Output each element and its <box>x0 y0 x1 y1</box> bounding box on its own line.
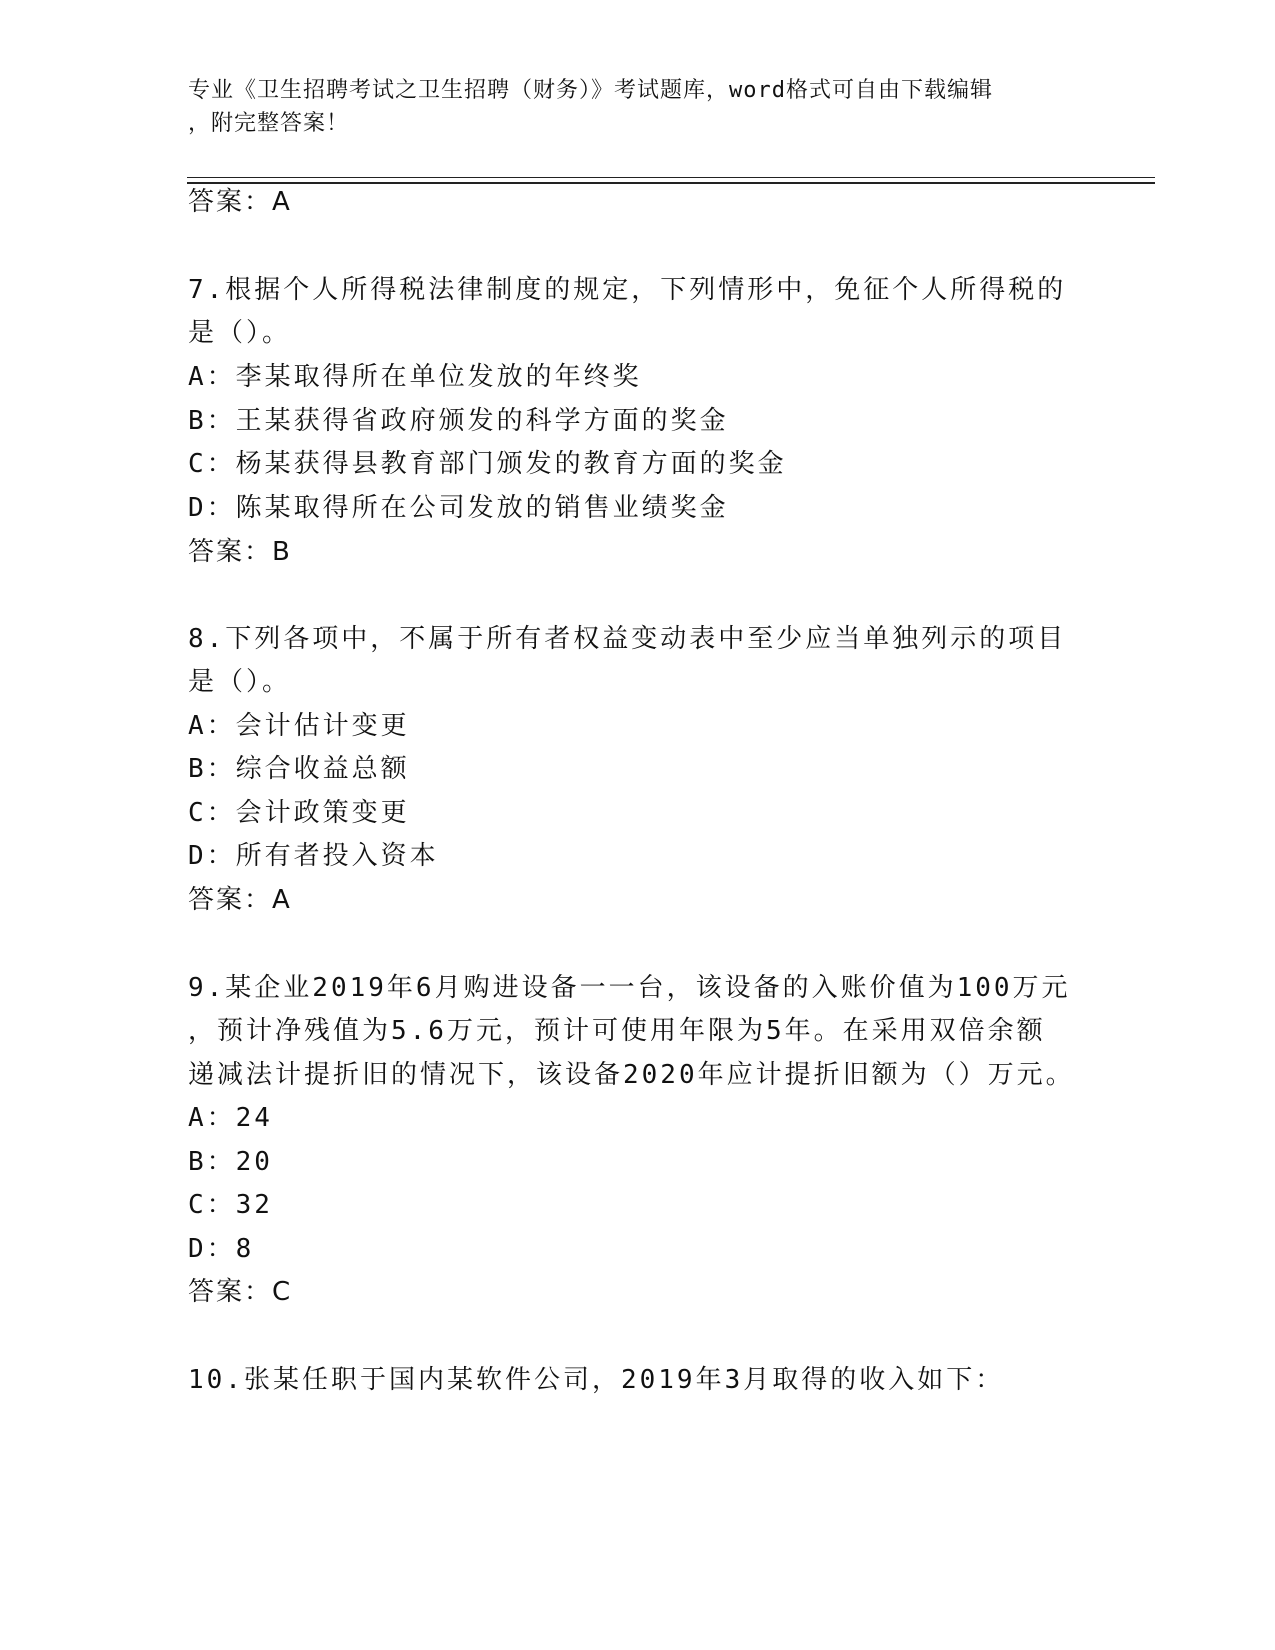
q7-stem-line-2: 是（）。 <box>188 318 292 348</box>
q8-stem-line-1: 8.下列各项中，不属于所有者权益变动表中至少应当单独列示的项目 <box>188 624 1067 654</box>
q9-stem-line-2: ，预计净残值为5.6万元，预计可使用年限为5年。在采用双倍余额 <box>188 1016 1046 1046</box>
document-header <box>188 74 1088 140</box>
q7-answer: 答案：B <box>188 537 292 567</box>
q8-option-b: B：综合收益总额 <box>188 754 410 784</box>
header-divider-thin <box>187 177 1155 178</box>
q8-option-d: D：所有者投入资本 <box>188 841 439 871</box>
q10-stem-line-1: 10.张某任职于国内某软件公司，2019年3月取得的收入如下： <box>188 1365 1005 1395</box>
q9-stem-line-3: 递减法计提折旧的情况下，该设备2020年应计提折旧额为（）万元。 <box>188 1060 1075 1090</box>
header-divider-thick <box>187 182 1155 184</box>
q8-stem-line-2: 是（）。 <box>188 667 292 697</box>
q8-option-a: A：会计估计变更 <box>188 711 410 741</box>
q9-answer: 答案：C <box>188 1277 293 1307</box>
q7-stem-line-1: 7.根据个人所得税法律制度的规定，下列情形中，免征个人所得税的 <box>188 275 1067 305</box>
q9-option-a: A：24 <box>188 1103 273 1133</box>
q8-option-c: C：会计政策变更 <box>188 798 410 828</box>
q9-option-c: C：32 <box>188 1190 273 1220</box>
answer-previous: 答案：A <box>188 187 292 217</box>
q9-option-d: D：8 <box>188 1234 255 1264</box>
q8-answer: 答案：A <box>188 885 292 915</box>
q7-option-d: D：陈某取得所在公司发放的销售业绩奖金 <box>188 493 729 523</box>
q7-option-a: A：李某取得所在单位发放的年终奖 <box>188 362 642 392</box>
q7-option-b: B：王某获得省政府颁发的科学方面的奖金 <box>188 406 729 436</box>
q9-option-b: B：20 <box>188 1147 273 1177</box>
q7-option-c: C：杨某获得县教育部门颁发的教育方面的奖金 <box>188 449 787 479</box>
header-line-1: 专业《卫生招聘考试之卫生招聘（财务）》考试题库，word格式可自由下载编辑 <box>188 78 993 103</box>
header-line-2: ，附完整答案！ <box>188 111 350 136</box>
q9-stem-line-1: 9.某企业2019年6月购进设备一一台，该设备的入账价值为100万元 <box>188 973 1071 1003</box>
